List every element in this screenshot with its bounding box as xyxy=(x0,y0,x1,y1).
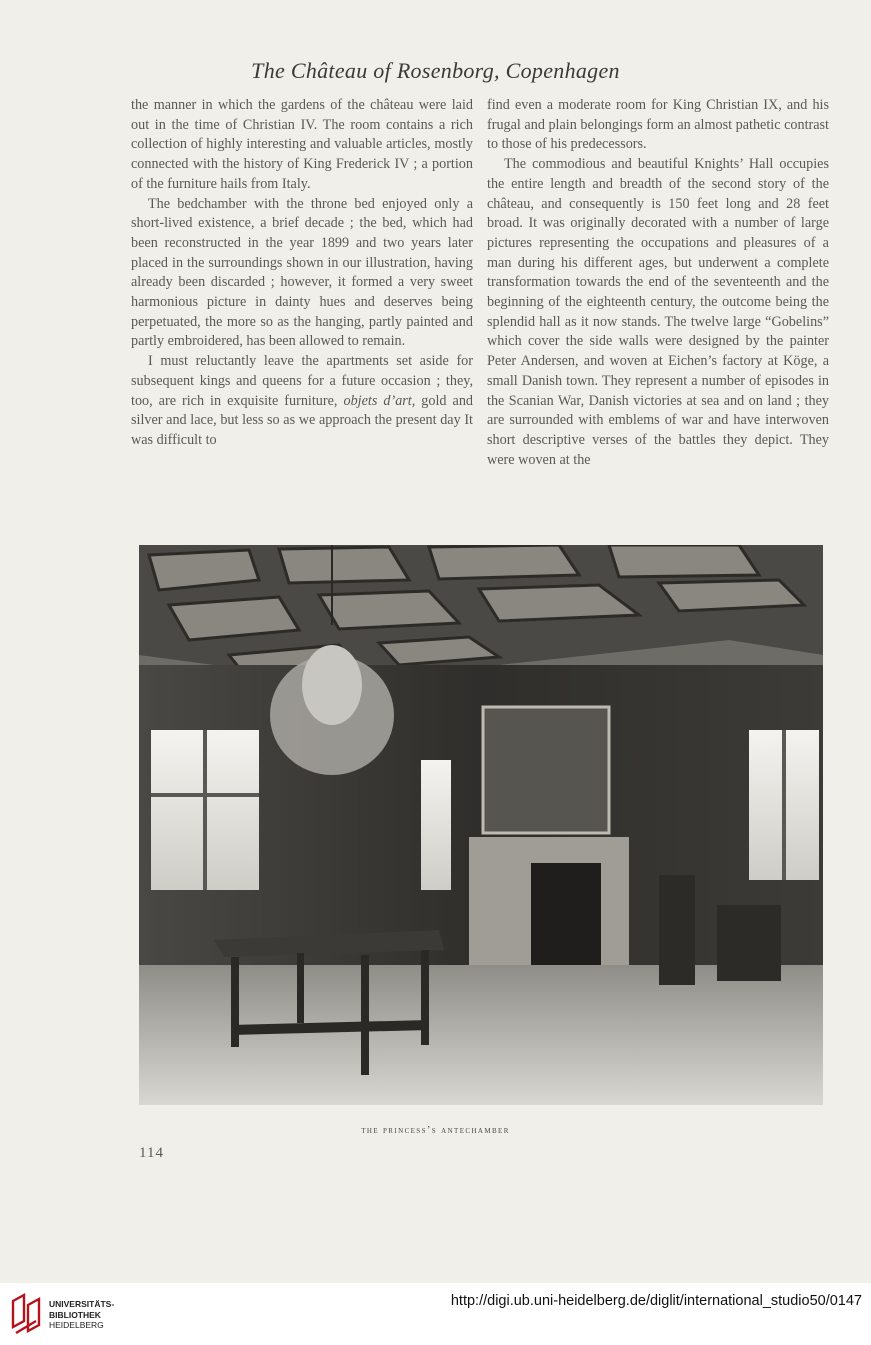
antechamber-illustration xyxy=(139,545,823,1105)
antechamber-photograph xyxy=(139,545,823,1105)
library-name-line-3: HEIDELBERG xyxy=(49,1320,104,1330)
digitization-footer xyxy=(0,1283,871,1345)
figure-caption: the princess’s antechamber xyxy=(361,1125,510,1136)
left-paragraph-2: The bedchamber with the throne bed enjoyed only a short-lived existence, a brief decade ; the bed, which had been reconstructed in the year 1899 and two years later placed in the surroundings shown in our illustration, having already been discarded ; however, it formed a very sweet harmonious picture in dainty hues and deserves being perpetuated, the more so as the hanging, partly painted and partly embroidered, has been allowed to remain. xyxy=(131,195,473,350)
left-paragraph-3-end: gold and silver and lace, but less so as we approach the present day It was difficult to xyxy=(131,392,474,448)
library-name-line-1: UNIVERSITÄTS- xyxy=(49,1299,115,1309)
side-table xyxy=(717,905,781,981)
framed-painting xyxy=(483,707,609,833)
left-paragraph-1: the manner in which the gardens of the château were laid out in the time of Christian IV. The room contains a rich collection of highly interesting and valuable articles, mostly connected with the history of King Frederick IV ; a portion of the furniture hails from Italy. xyxy=(131,97,473,192)
right-paragraph-1: find even a moderate room for King Christian IX, and his frugal and plain belongings form an almost pathetic contrast to those of his predecessors. xyxy=(487,97,829,153)
permalink-url[interactable]: http://digi.ub.uni-heidelberg.de/diglit/international_studio50/0147 xyxy=(450,1293,862,1309)
right-paragraph-2: The commodious and beautiful Knights’ Hall occupies the entire length and breadth of the second story of the château, and consequently is 150 feet long and 28 feet broad. It was originally decorated with a number of large pictures representing the occupations and pleasures of a man during his different ages, but underwent a complete transformation towards the end of the seventeenth and the beginning of the eighteenth century, the outcome being the splendid hall as it now stands. The twelve large “Gobelins” which cover the side walls were designed by the painter Peter Andersen, and woven at Eichen’s factory at Köge, a small Danish town. They represent a number of episodes in the Scanian War, Danish victories at sea and on land ; they are surrounded with emblems of war and have interwoven short descriptive verses of the battles they depict. They were woven at the xyxy=(487,156,829,468)
objets-dart-italic: objets d’art, xyxy=(343,392,416,409)
left-paragraph-3-start: I must reluctantly leave the apartments set aside for subsequent kings and queens for a future occasion ; they, too, are rich in exquisite furniture, xyxy=(131,353,473,409)
left-paragraph-3 xyxy=(131,352,473,451)
running-title: The Château of Rosenborg, Copenhagen xyxy=(251,58,620,83)
carved-chair xyxy=(659,875,695,985)
right-text-column xyxy=(487,96,829,470)
library-logo-icon xyxy=(10,1293,42,1337)
left-text-column xyxy=(131,96,473,451)
parquet-floor xyxy=(139,965,823,1105)
library-name-line-2: BIBLIOTHEK xyxy=(49,1309,101,1320)
library-name xyxy=(49,1299,114,1331)
center-window xyxy=(421,760,451,890)
page-number: 114 xyxy=(139,1145,164,1161)
